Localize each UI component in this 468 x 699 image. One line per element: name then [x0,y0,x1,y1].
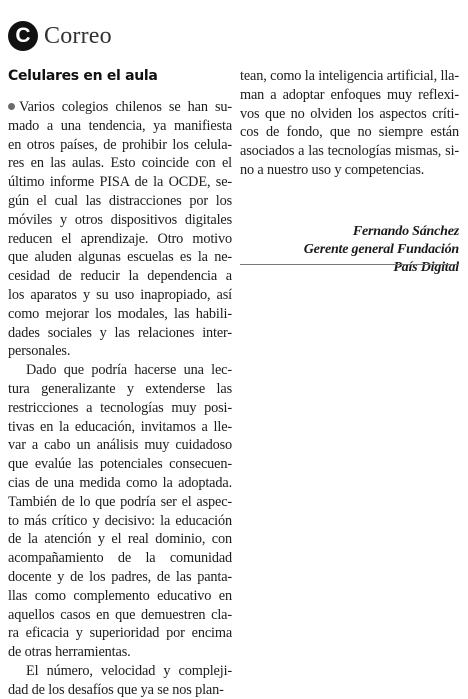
body-line [8,568,232,586]
body-line-text: Varios colegios chilenos se han su- [19,99,233,115]
body-line-text: dad de los desafíos que ya se nos plan- [8,681,224,698]
body-line [8,512,232,530]
body-line [8,587,232,605]
body-line-text: asociados a las tecnologías mismas, si- [240,143,459,160]
body-line-text: personales. [8,343,71,360]
body-line [8,455,232,473]
body-line [8,436,232,454]
section-header [8,19,112,53]
signature-org: País Digital [393,260,459,275]
body-line [8,267,232,285]
body-line [8,342,70,360]
body-line [8,624,232,642]
body-line-text: tean, como la inteligencia artificial, lla- [240,68,459,84]
body-line-text: tura generalizante y extenderse las [8,381,232,397]
section-badge: C [8,21,38,51]
signature-role: Gerente general Fundación [303,242,459,257]
body-line [8,286,232,304]
signature-name: Fernando Sánchez [352,224,459,239]
body-line-text: que evalúe las potenciales consecuen- [8,456,232,473]
body-line-text: Dado que podría hacerse una lec- [26,362,232,379]
body-line-text: de otras herramientas. [8,644,131,661]
body-line-text: man a adoptar enfoques muy reflexi- [240,86,459,103]
body-line-text: los aparatos y su uso inapropiado, así [8,287,232,303]
body-line [8,136,232,154]
body-line [8,399,232,417]
body-line-text: docente y de los padres, de las panta- [8,569,233,585]
body-line-text: que aluden algunas escuelas es la ne- [8,249,233,266]
body-line [240,161,424,179]
body-line-text: tivas en la educación, invitamos a lle- [8,418,233,435]
body-line [8,549,232,567]
body-line [8,154,232,172]
body-line [8,418,232,436]
body-line-text: var a cabo un análisis muy cuidadoso [8,437,232,454]
body-line-text: También de lo que podría ser el aspec- [8,493,233,510]
body-line [8,380,232,398]
body-line [8,606,232,624]
body-line [8,305,232,323]
body-line-text: aquellos casos en que demuestren cla- [8,606,232,623]
body-line-text: to más crítico y decisivo: la educación [8,512,232,529]
body-line-text: El número, velocidad y compleji- [26,663,232,679]
body-line [8,230,232,248]
body-line [240,123,459,141]
body-line [240,105,459,123]
signature-rule [240,264,459,265]
body-line-text: último informe PISA de la OCDE, se- [8,174,233,191]
body-line-text: como mejorar los modales, las habili- [8,305,232,322]
body-line [8,192,232,210]
body-line [8,681,224,699]
body-line [8,643,131,661]
body-line [26,662,232,680]
body-line [8,173,232,191]
body-line-text: mado a una tendencia, ya manifiesta [8,117,233,134]
body-line-text: en otros países, de prohibir los celula- [8,136,233,153]
body-line-text: móviles y otros dispositivos digitales [8,211,233,228]
body-line [8,248,232,266]
body-line-text: cesidad de reducir la dependencia a [8,268,232,285]
body-line [240,67,459,85]
body-line [240,86,459,104]
body-line [8,493,232,511]
body-line-text: res en las aulas. Esto coincide con el [8,155,232,172]
body-line [8,117,232,135]
body-line [8,324,232,342]
body-line [240,142,459,160]
body-line-text: gún el cual las distracciones por los [8,193,233,209]
body-line [8,211,232,229]
body-line-text: vos que no olviden los aspectos críti- [240,105,459,122]
body-line-text: ra eficacia y superioridad por encima [8,625,233,642]
body-line [8,530,232,548]
bullet-icon [8,103,15,110]
body-line-text: restricciones a tecnologías muy posi- [8,399,232,416]
body-line-text: cias de una medida como la adoptada. [8,475,232,491]
body-line [8,474,232,492]
body-line-text: llas como complemento educativo en [8,587,232,604]
article-headline: Celulares en el aula [8,68,158,84]
body-line-text: acompañamiento de la comunidad [8,550,233,567]
body-line-text: no a nuestro uso y competencias. [240,162,425,178]
body-line-text: de la atención y el real dominio, con [8,531,232,548]
body-line [26,361,232,379]
body-line-text: reducen el aprendizaje. Otro motivo [8,230,232,247]
body-line-text: cos de fondo, que no siempre están [240,124,459,141]
body-line-text: dades sociales y las relaciones inter- [8,324,232,341]
section-title: Correo [44,22,112,49]
body-line [8,98,232,116]
